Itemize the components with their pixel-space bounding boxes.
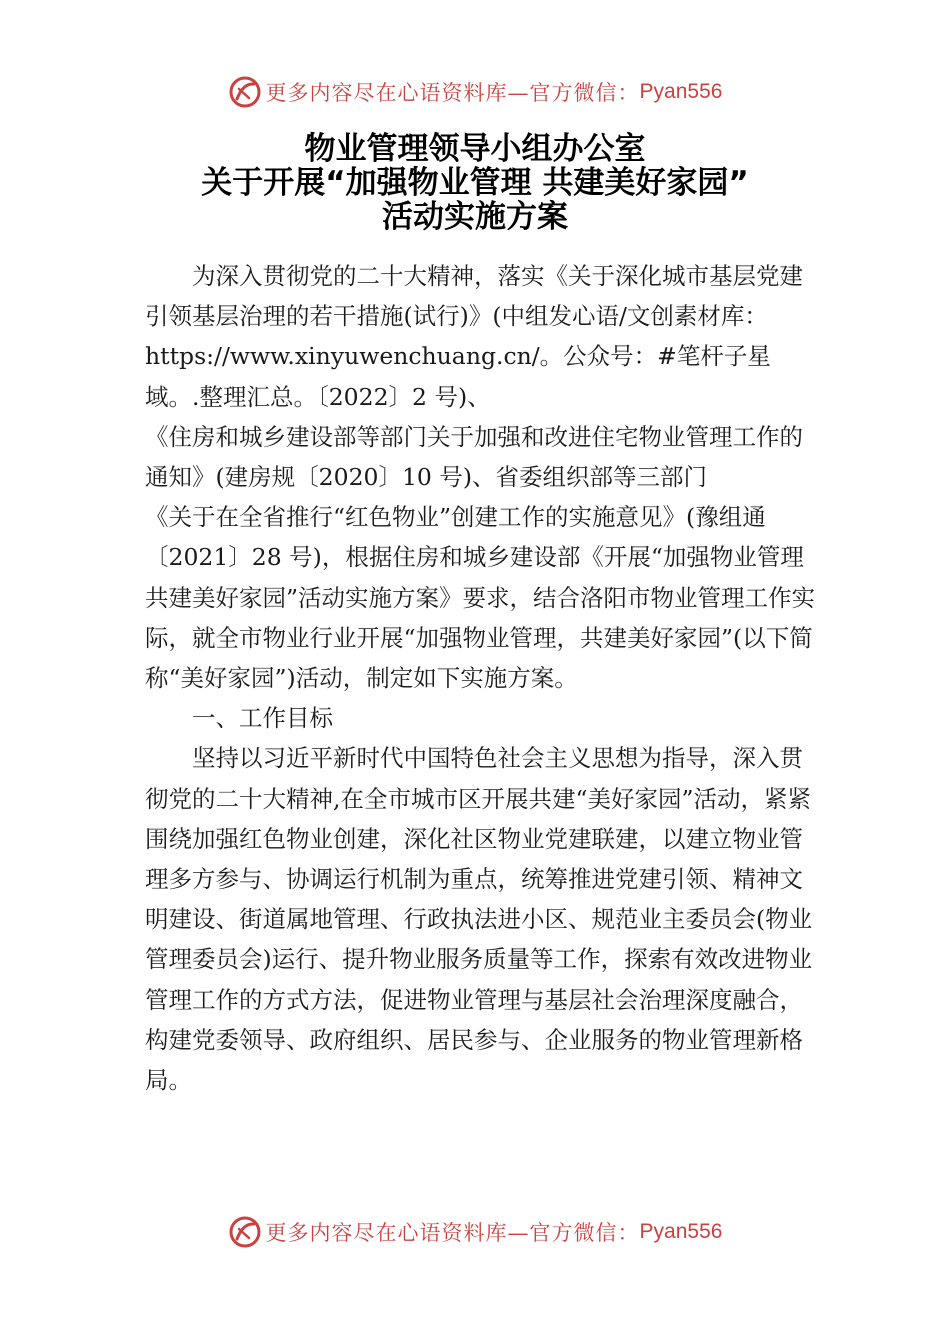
section-heading-goals: 一、工作目标 [192, 704, 333, 733]
title-line-3: 活动实施方案 [382, 199, 568, 235]
seal-logo-icon [228, 75, 262, 109]
paragraph-reference-2: 《关于在全省推行“红色物业”创建工作的实施意见》(豫组通〔2021〕28 号)，根据住房和城乡建设部《开展“加强物业管理共建美好家园”活动实施方案》要求，结合洛阳市物业管理工作实际，就全市物业行业开展“加强物业管理，共建美好家园”(以下简称“美好家园”)活动，制定如下实施方案。 [145, 503, 816, 693]
document-title [0, 132, 950, 234]
paragraph-intro: 为深入贯彻党的二十大精神，落实《关于深化城市基层党建引领基层治理的若干措施(试行)》(中组发心语/文创素材库：https://www.xinyuwenchuang.cn/。公众号：#笔杆子星域。.整理汇总。〔2022〕2 号)、 [145, 262, 803, 411]
seal-logo-icon [228, 1215, 262, 1249]
document-body [145, 256, 815, 1100]
paragraph-reference-1: 《住房和城乡建设部等部门关于加强和改进住宅物业管理工作的通知》(建房规〔2020〕10 号)、省委组织部等三部门 [145, 422, 803, 492]
watermark-text: 更多内容尽在心语资料库—官方微信： [265, 1221, 640, 1245]
watermark-contact: Pyan556 [639, 80, 723, 103]
watermark-contact: Pyan556 [639, 1220, 723, 1243]
paragraph-goals: 坚持以习近平新时代中国特色社会主义思想为指导，深入贯彻党的二十大精神,在全市城市区开展共建“美好家园”活动，紧紧围绕加强红色物业创建，深化社区物业党建联建，以建立物业管理多方参与、协调运行机制为重点，统筹推进党建引领、精神文明建设、街道属地管理、行政执法进小区、规范业主委员会(物业管理委员会)运行、提升物业服务质量等工作，探索有效改进物业管理工作的方式方法，促进物业管理与基层社会治理深度融合，构建党委领导、政府组织、居民参与、企业服务的物业管理新格局。 [145, 744, 813, 1095]
title-line-2: 关于开展“加强物业管理 共建美好家园” [201, 165, 749, 201]
title-line-1: 物业管理领导小组办公室 [304, 131, 646, 167]
watermark-text: 更多内容尽在心语资料库—官方微信： [265, 81, 640, 105]
header-watermark-banner [0, 72, 950, 112]
footer-watermark-banner [0, 1212, 950, 1252]
